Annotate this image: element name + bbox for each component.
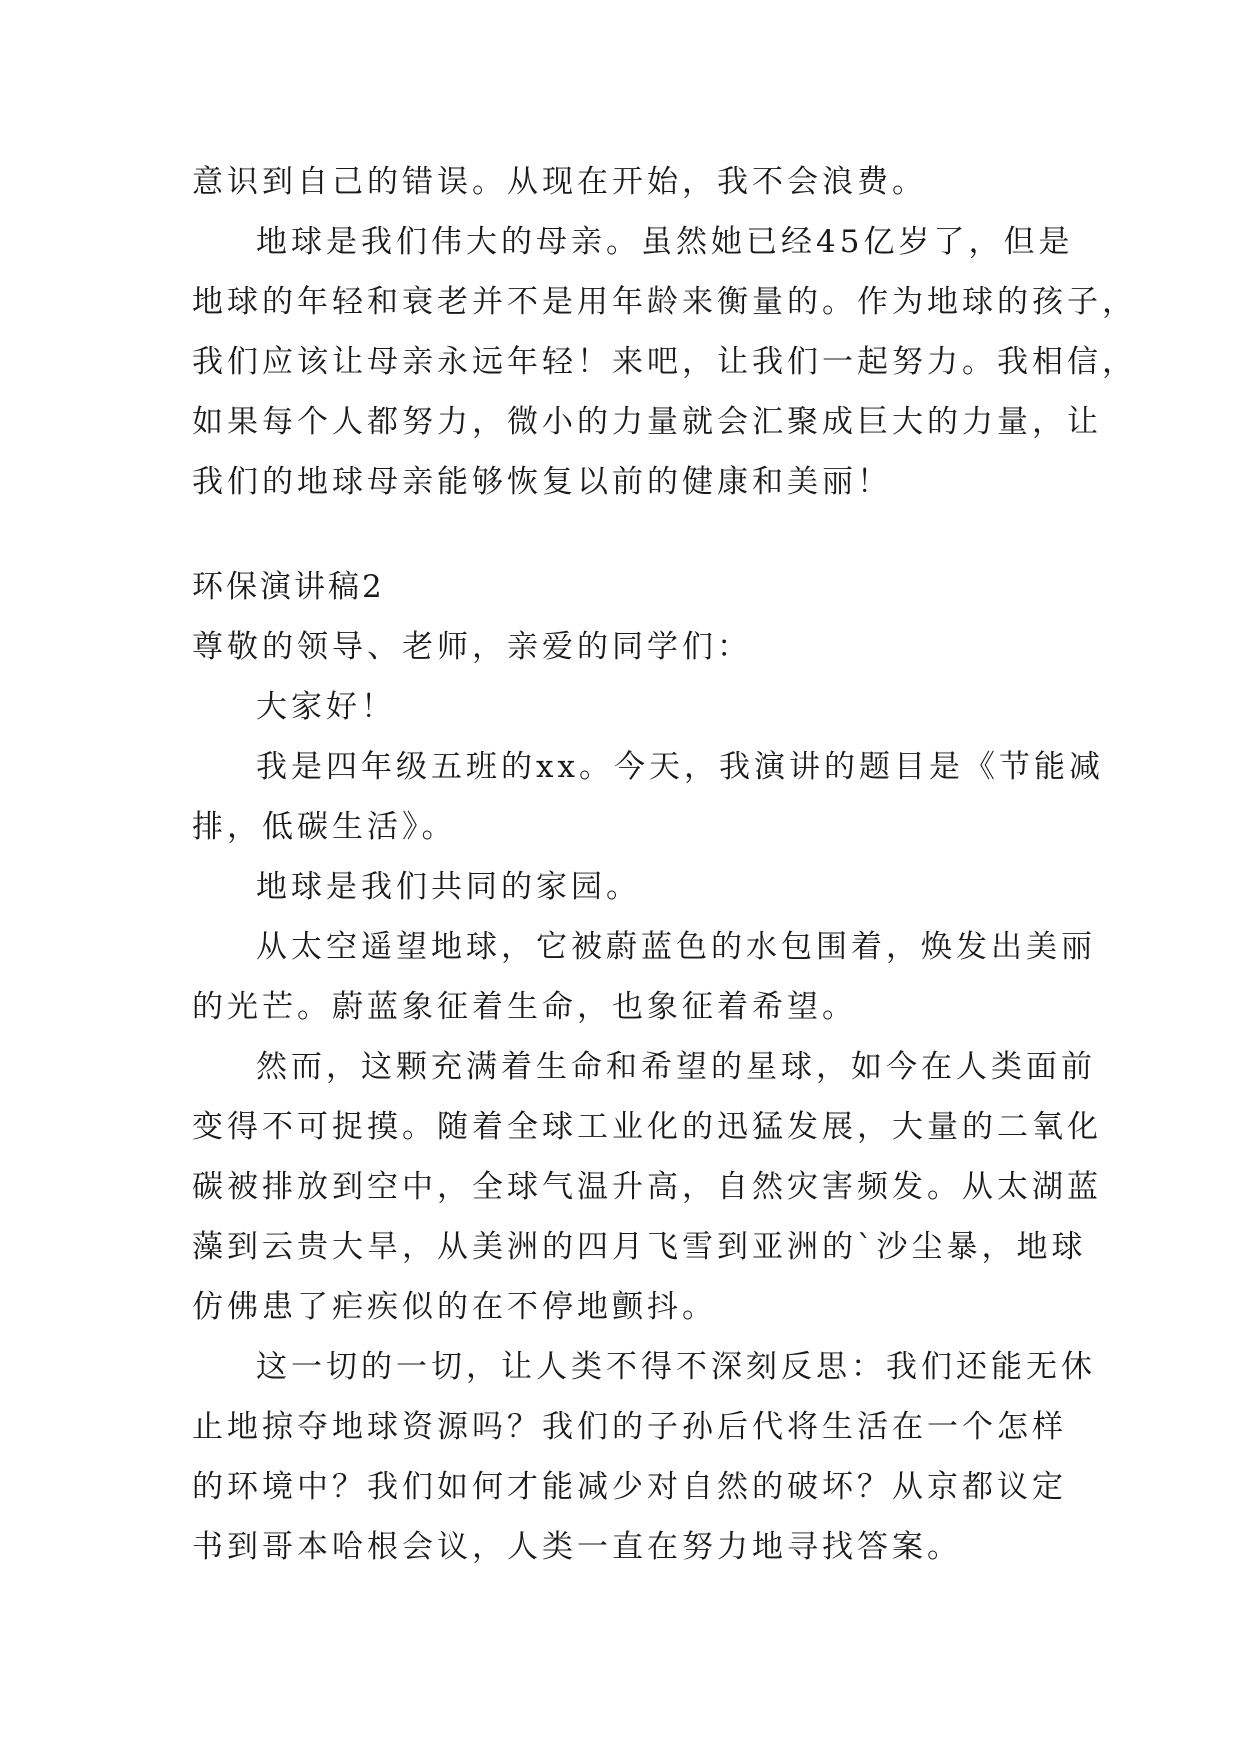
text-line: 我们应该让母亲永远年轻！来吧，让我们一起努力。我相信， (192, 344, 1137, 380)
text-line: 碳被排放到空中，全球气温升高，自然灾害频发。从太湖蓝 (192, 1169, 1102, 1205)
text-line: 意识到自己的错误。从现在开始，我不会浪费。 (192, 164, 927, 200)
paragraph-start-line: 从太空遥望地球，它被蔚蓝色的水包围着，焕发出美丽 (256, 929, 1096, 965)
document-body (192, 152, 1137, 1577)
section-gap (192, 512, 1072, 557)
paragraph-start-line: 地球是我们共同的家园。 (256, 869, 641, 905)
text-line: 我们的地球母亲能够恢复以前的健康和美丽！ (192, 464, 892, 500)
paragraph-start-line: 然而，这颗充满着生命和希望的星球，如今在人类面前 (256, 1049, 1096, 1085)
text-line: 地球的年轻和衰老并不是用年龄来衡量的。作为地球的孩子， (192, 284, 1137, 320)
text-line: 排，低碳生活》。 (192, 809, 457, 845)
text-line: 如果每个人都努力，微小的力量就会汇聚成巨大的力量，让 (192, 404, 1102, 440)
text-line: 仿佛患了疟疾似的在不停地颤抖。 (192, 1289, 717, 1325)
paragraph-start-line: 这一切的一切，让人类不得不深刻反思：我们还能无休 (256, 1349, 1096, 1385)
paragraph-start-line: 地球是我们伟大的母亲。虽然她已经45亿岁了，但是 (256, 224, 1074, 260)
greeting-line: 大家好！ (256, 689, 396, 725)
text-line: 止地掠夺地球资源吗？我们的子孙后代将生活在一个怎样 (192, 1409, 1067, 1445)
section-title: 环保演讲稿2 (192, 569, 385, 605)
text-line: 的光芒。蔚蓝象征着生命，也象征着希望。 (192, 989, 857, 1025)
salutation: 尊敬的领导、老师，亲爱的同学们： (192, 629, 752, 665)
paragraph-start-line: 我是四年级五班的xx。今天，我演讲的题目是《节能减 (256, 749, 1104, 785)
text-line: 变得不可捉摸。随着全球工业化的迅猛发展，大量的二氧化 (192, 1109, 1102, 1145)
text-line: 藻到云贵大旱，从美洲的四月飞雪到亚洲的`沙尘暴，地球 (192, 1229, 1087, 1265)
text-line: 的环境中？我们如何才能减少对自然的破坏？从京都议定 (192, 1469, 1067, 1505)
text-line: 书到哥本哈根会议，人类一直在努力地寻找答案。 (192, 1529, 962, 1565)
